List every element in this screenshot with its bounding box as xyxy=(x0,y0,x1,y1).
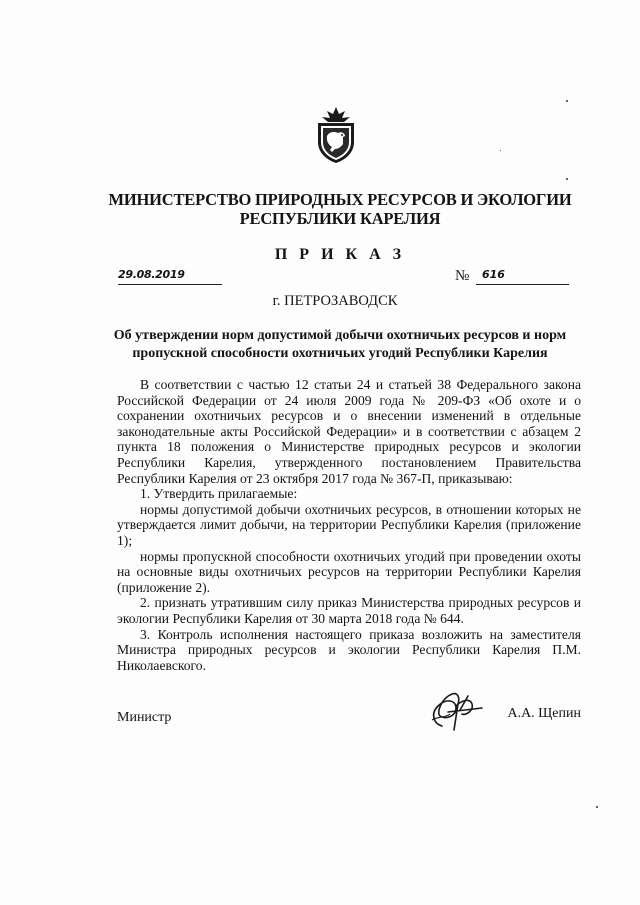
handwritten-signature-icon xyxy=(412,686,492,736)
paragraph-item-1b: нормы пропускной способности охотничьих угодий при проведении охоты на основные виды охотничьих ресурсов на территории Республики Карелия (приложение 2). xyxy=(117,548,581,595)
ministry-line-1: МИНИСТЕРСТВО ПРИРОДНЫХ РЕСУРСОВ И ЭКОЛОГИИ xyxy=(108,190,572,209)
paragraph-preamble: В соответствии с частью 12 статьи 24 и статьей 38 Федерального закона Российской Федерации от 24 июля 2009 года № 209-ФЗ «Об охоте и о сохранении охотничьих ресурсов и о внесении изменений в отдельные законодательные акты Российской Федерации» и в соответствии с абзацем 2 пункта 18 положения о Министерстве природных ресурсов и экологии Республики Карелия, утвержденного постановлением Правительства Республики Карелия от 23 октября 2017 года № 367-П, приказываю: xyxy=(117,377,581,486)
paragraph-item-1a: нормы допустимой добычи охотничьих ресурсов, в отношении которых не утверждается лимит добычи, на территории Республики Карелия (приложение 1); xyxy=(117,501,581,548)
scan-speck xyxy=(566,178,568,180)
document-body xyxy=(117,377,581,673)
subject-line-2: пропускной способности охотничьих угодий Республики Карелия xyxy=(132,346,548,361)
number-label: № xyxy=(455,268,470,284)
number-field xyxy=(476,268,569,285)
scan-speck xyxy=(566,100,568,102)
signature-block xyxy=(117,704,581,744)
date-value: 29.08.2019 xyxy=(118,268,185,281)
ministry-name xyxy=(100,190,580,228)
scan-speck xyxy=(500,150,501,151)
signer-title: Министр xyxy=(117,710,172,725)
ministry-line-2: РЕСПУБЛИКИ КАРЕЛИЯ xyxy=(239,209,441,228)
paragraph-item-1: 1. Утвердить прилагаемые: xyxy=(140,486,298,502)
document-subject xyxy=(110,327,570,363)
document-type: П Р И К А З xyxy=(274,246,406,263)
paragraph-item-2: 2. признать утратившим силу приказ Министерства природных ресурсов и экологии Республики Карелия от 30 марта 2018 года № 644. xyxy=(117,595,581,626)
city: г. ПЕТРОЗАВОДСК xyxy=(272,293,398,309)
signer-name: А.А. Щепин xyxy=(507,706,581,721)
date-field xyxy=(118,268,222,285)
paragraph-item-3: 3. Контроль исполнения настоящего приказа возложить на заместителя Министра природных ресурсов и экологии Республики Карелия П.М. Николаевского. xyxy=(117,626,581,673)
coat-of-arms-icon xyxy=(314,106,358,164)
number-value: 616 xyxy=(482,268,505,281)
scan-speck xyxy=(596,806,598,808)
subject-line-1: Об утверждении норм допустимой добычи охотничьих ресурсов и норм xyxy=(113,328,567,343)
